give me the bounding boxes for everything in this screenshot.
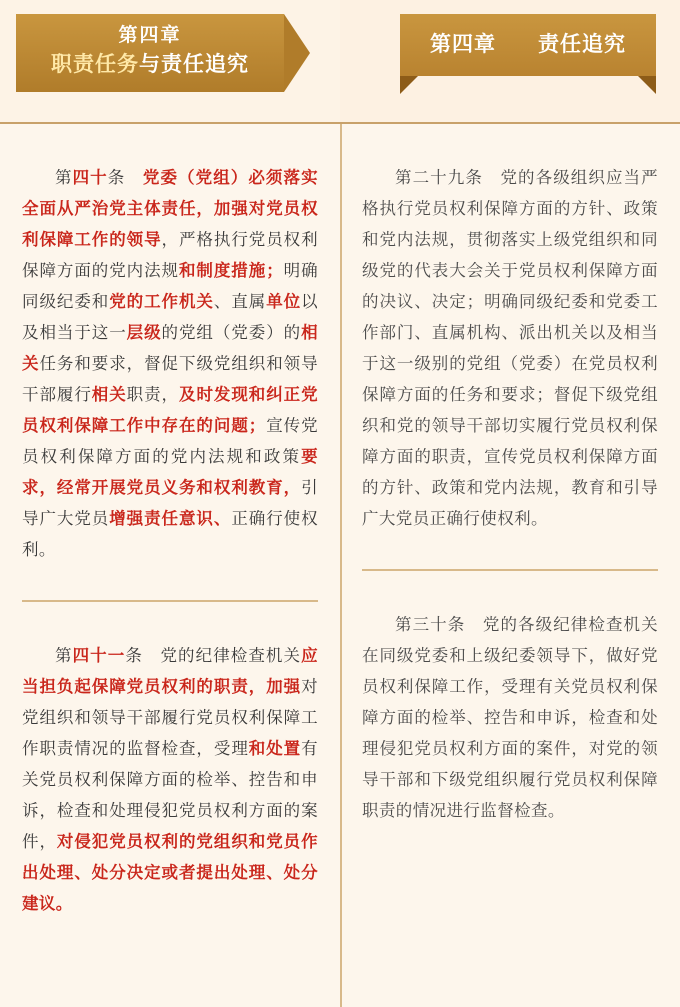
article-paragraph: 第三十条 党的各级纪律检查机关在同级党委和上级纪委领导下，做好党员权利保障工作，受理有关党员权利保障方面的检举、控告和申诉，检查和处理侵犯党员权利方面的案件，对党的领导干部和下级党组织履行党员权利保障职责的情况进行监督检查。 [362,615,658,820]
emphasis-text: 党的工作机关 [109,292,214,311]
left-chapter-ribbon [16,14,284,92]
body-text: 第 [55,646,73,665]
body-text: 正确行使权利。 [22,509,318,559]
body-text [125,169,143,187]
article-block [362,569,658,861]
left-column [0,124,340,1007]
emphasis-text: 及时发现和纠正党员权利保障工作中存在的问题； [22,385,318,435]
ribbon-tail-left [400,76,418,94]
article-paragraph [22,641,318,920]
emphasis-text: 相关 [22,323,318,373]
emphasis-text: 和制度措施； [178,261,284,280]
article-block [362,124,658,569]
emphasis-text: 对侵犯党员权利的党组织和党员作出处理、处分决定或者提出处理、处分建议。 [22,832,318,913]
left-chapter-title [16,49,284,81]
emphasis-text: 相关 [91,385,127,404]
emphasis-text: 四十 [72,168,108,187]
body-text: 任务和要求，督促下级党组织和领导干部履行 [22,354,318,404]
emphasis-text: 层级 [126,323,162,342]
body-text: 明确同级纪委和 [22,261,318,311]
article-block [22,124,318,600]
left-chapter-number: 第四章 [118,25,182,46]
body-text: 对党组织和领导干部履行党员权利保障工作职责情况的监督检查，受理 [22,677,318,758]
column-divider [340,124,342,1007]
ribbon-tail-right [638,76,656,94]
body-text: 第 [55,168,73,187]
body-text: ，严格执行党员权利保障方面的党内法规 [22,230,318,280]
article-block [22,600,318,954]
emphasis-text: 要求，经常开展党员义务和权利教育， [22,447,318,497]
emphasis-text: 应当担负起保障党员权利的职责，加强 [22,646,318,696]
body-text: 引导广大党员 [22,478,318,528]
body-text: 党的纪律检查机关 [160,646,302,665]
body-text: 条 [125,646,143,665]
left-chapter-title-highlight: 职责任务 [51,53,139,76]
emphasis-text: 增强责任意识、 [109,509,232,528]
right-chapter-ribbon [400,14,656,92]
article-paragraph: 第二十九条 党的各级组织应当严格执行党员权利保障方面的方针、政策和党内法规，贯彻落实上级党组织和同级党的代表大会关于党员权利保障方面的决议、决定；明确同级纪委和党委工作部门、直属机构、派出机关以及相当于这一级别的党组（党委）在党员权利保障方面的任务和要求；督促下级党组织和党的领导干部切实履行党员权利保障方面的职责，宣传党员权利保障方面的方针、政策和党内法规，教育和引导广大党员正确行使权利。 [362,168,658,528]
body-text: 以及相当于这一 [22,292,318,342]
right-chapter-subtitle: 责任追究 [538,33,626,56]
body-text: 职责， [126,385,179,404]
emphasis-text: 和处置 [248,739,302,758]
body-text [143,647,161,665]
right-column [340,124,680,1007]
emphasis-text: 党委（党组）必须落实全面从严治党主体责任，加强对党员权利保障工作的领导 [22,168,318,249]
right-chapter-heading [400,14,656,76]
left-chapter-title-rest: 与责任追究 [139,53,249,76]
body-text: 条 [107,168,126,187]
emphasis-text: 四十一 [72,646,126,665]
document-body [0,122,680,1007]
body-text: 的党组（党委）的 [161,323,302,342]
right-banner-column [340,0,680,122]
right-chapter-number: 第四章 [430,33,496,56]
article-paragraph [22,163,318,566]
left-banner-column [0,0,340,122]
body-text: 有关党员权利保障方面的检举、控告和申诉，检查和处理侵犯党员权利方面的案件， [22,739,319,851]
header-banners [0,0,680,122]
body-text: 宣传党员权利保障方面的党内法规和政策 [22,416,319,466]
emphasis-text: 单位 [266,292,302,311]
body-text: 、直属 [213,292,267,311]
